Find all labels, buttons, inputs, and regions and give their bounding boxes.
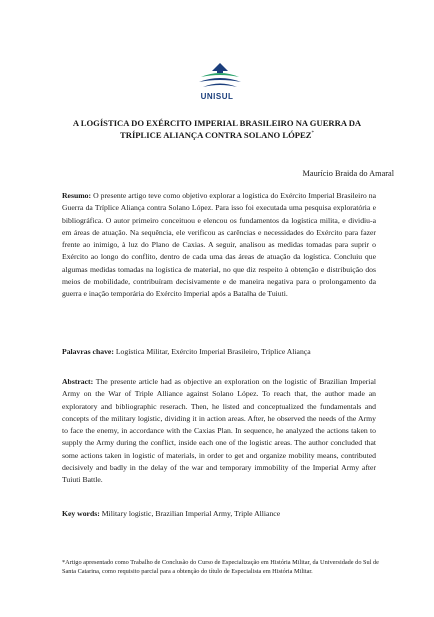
resumo-label: Resumo: xyxy=(62,191,92,200)
logo-text: UNISUL xyxy=(200,92,234,101)
abstract-label: Abstract: xyxy=(62,377,94,386)
abstract-text: The presente article had as objective an exploration on the logistic of Brazilian Imperial Army on the War of Triple Alliance against Solano López. To reach that, the author made an exploratory and bibliographic reserach. Then, he listed and conceptualized the fundamentals and concepts of the military logistic, dividing it in action areas. After, he observed the needs of the Army to face the enemy, in accordance with the Caxias Plan. In sequence, he analyzed the actions taken to supply the Army during the conflict, inside each one of the logistic areas. The author concluded that some actions taken in logistic of materials, in order to get and organize mobility means, contributed decisively and badly in the delay of the war and temporary immobility of the Imperial Army after Tuiuti Battle. xyxy=(62,377,376,485)
footnote: *Artigo apresentado como Trabalho de Conclusão do Curso de Especialização em História Militar, da Universidade do Sul de Santa Catarina, como requisito parcial para a obtenção do título de Especialista em História Militar. xyxy=(62,559,379,575)
title-line-1: A LOGÍSTICA DO EXÉRCITO IMPERIAL BRASILEIRO NA GUERRA DA xyxy=(72,118,362,128)
title-footnote-marker: * xyxy=(311,130,314,136)
palavras-chave-label: Palavras chave: xyxy=(62,347,114,356)
resumo-paragraph xyxy=(62,190,376,301)
key-words-text: Military logistic, Brazilian Imperial Army, Triple Alliance xyxy=(101,509,281,518)
abstract-paragraph xyxy=(62,376,376,487)
palavras-chave xyxy=(62,346,376,358)
key-words-label: Key words: xyxy=(62,509,100,518)
article-title xyxy=(50,118,384,140)
palavras-chave-text: Logística Militar, Exército Imperial Brasileiro, Tríplice Aliança xyxy=(115,347,311,356)
title-line-2: TRÍPLICE ALIANÇA CONTRA SOLANO LÓPEZ xyxy=(120,129,312,140)
resumo-text: O presente artigo teve como objetivo explorar a logística do Exército Imperial Brasileiro na Guerra da Tríplice Aliança contra Solano López. Para isso foi executada uma pesquisa exploratória e bibliográfica. O autor primeiro conceituou e elencou os fundamentos da logística milita, e dividiu-a em áreas de atuação. Na sequência, ele verificou as carências e necessidades do Exército para fazer frente ao inimigo, à luz do Plano de Caxias. A seguir, analisou as medidas tomadas para suprir o Exército ao longo do conflito, dentro de cada uma das áreas de atuação da logística. Concluiu que algumas medidas tomadas na logística de material, no que diz respeito à obtenção e distribuição dos meios de mobilidade, contribuíram decisivamente e de maneira negativa para o prolongamento da guerra e inação temporária do Exército Imperial após a Batalha de Tuiuti. xyxy=(62,191,377,299)
key-words xyxy=(62,508,376,520)
author-name: Maurício Braida do Amaral xyxy=(302,169,394,178)
